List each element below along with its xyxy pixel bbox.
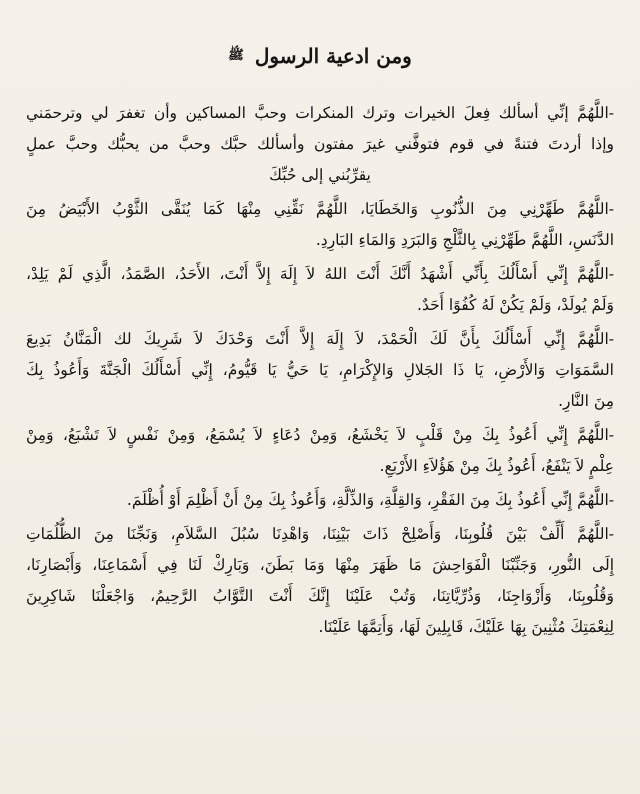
- prayer-line: -اللَّهُمَّ إِنِّي أَسْأَلُكَ بِأَنَّ لَكَ الْحَمْدَ، لاَ إِلَهَ إِلاَّ أَنْتَ وَحْدَكَ لاَ شَرِيكَ لك الْمَنَّانُ بَدِيعَ: [26, 330, 614, 348]
- prayer-1: [26, 98, 614, 191]
- salawat-ligature: ﷺ: [228, 48, 244, 63]
- prayer-6: [26, 485, 614, 516]
- prayer-line: وَلَمْ يُولَدْ، وَلَمْ يَكُنْ لَهُ كُفُوًا أَحَدٌ.: [417, 296, 614, 314]
- prayer-line: عِلْمٍ لاَ يَنْفَعُ، أَعُوذُ بِكَ مِنْ هَؤُلاَءِ الأَرْبَعِ.: [379, 457, 614, 475]
- prayer-line: -اللَّهُمَّ إِنِّي أَعُوذُ بِكَ مِنَ الفَقْرِ، وَالقِلَّةِ، وَالذِّلَّةِ، وَأَعُوذُ بِكَ مِنْ أَنْ أَظْلِمَ أَوْ أُظْلَمَ.: [126, 491, 614, 509]
- prayer-3: [26, 259, 614, 321]
- prayer-line: يقرِّبُني إلى حُبِّكَ: [269, 166, 371, 184]
- prayer-line: وَقُلُوبِنَا، وَأَزْوَاجِنَا، وَذُرِّيَّاتِنَا، وَتُبْ عَلَيْنَا إِنَّكَ أَنْتَ التَّوَّابُ الرَّحِيمُ، وَاجْعَلْنَا شَاكِرِينَ: [26, 587, 614, 605]
- prayer-line: -اللَّهُمَّ طَهِّرْنِي مِنَ الذُّنُوبِ وَالخَطَايَا، اللَّهُمَّ نَقِّنِي مِنْهَا كَمَا يُنَقَّى الثَّوْبُ الأَبْيَضُ مِنَ: [26, 200, 614, 218]
- title-text: ومن ادعية الرسول: [254, 44, 412, 68]
- prayer-line: مِنَ النَّارِ.: [558, 392, 614, 410]
- prayer-2: [26, 194, 614, 256]
- prayer-line: -اللَّهُمَّ إِنِّي أَسْأَلُكَ بِأَنِّي أَشْهَدُ أَنَّكَ أَنْتَ اللهُ لاَ إِلَهَ إِلاَّ أَنْتَ، الأَحَدُ، الصَّمَدُ، الَّذِي لَمْ يَلِدْ،: [26, 265, 614, 283]
- prayer-line: وإذا أردتَ فتنةً في قوم فتوفَّني غيرَ مفتون وأسألك حبَّك وحبَّ من يحبُّك وحبَّ عملٍ: [26, 135, 614, 153]
- prayer-line: لِنِعْمَتِكَ مُثْنِينَ بِهَا عَلَيْكَ، قَابِلِينَ لَهَا، وَأَتِمَّهَا عَلَيْنَا.: [318, 618, 614, 636]
- prayer-5: [26, 420, 614, 482]
- prayer-line: -اللَّهُمَّ إِنِّي أَعُوذُ بِكَ مِنْ قَلْبٍ لاَ يَخْشَعُ، وَمِنْ دُعَاءٍ لاَ يُسْمَعُ، وَمِنْ نَفْسٍ لاَ تَشْبَعُ، وَمِنْ: [26, 426, 614, 444]
- prayer-4: [26, 324, 614, 417]
- prayer-line: -اللَّهُمَّ إنِّي أسألك فِعلَ الخيرات وترك المنكرات وحبَّ المساكين وأن تغفرَ لي وترحمَني: [26, 104, 614, 122]
- prayers-body: [26, 98, 614, 643]
- prayer-line: السَّمَوَاتِ وَالأَرْضِ، يَا ذَا الجَلالِ وَالإِكْرَامِ، يَا حَيُّ يَا قَيُّومُ، إِنِّي أَسْأَلُكَ الْجَنَّةَ وَأَعُوذُ بِكَ: [26, 361, 614, 379]
- prayer-7: [26, 519, 614, 643]
- prayer-line: -اللَّهُمَّ أَلِّفْ بَيْنَ قُلُوبِنَا، وَأَصْلِحْ ذَاتَ بَيْنِنَا، وَاهْدِنَا سُبُلَ السَّلاَمِ، وَنَجِّنَا مِنَ الظُّلُمَاتِ: [26, 525, 614, 543]
- page-title: [26, 36, 614, 80]
- prayer-line: الدَّنَسِ، اللَّهُمَّ طَهِّرْنِي بِالثَّلْجِ وَالبَرَدِ وَالمَاءِ البَارِدِ.: [315, 231, 614, 249]
- prayer-line: إِلَى النُّورِ، وَجَنِّبْنَا الْفَوَاحِشَ مَا ظَهَرَ مِنْهَا وَمَا بَطَنَ، وَبَارِكْ لَنَا فِي أَسْمَاعِنَا، وَأَبْصَارِنَا،: [26, 556, 614, 574]
